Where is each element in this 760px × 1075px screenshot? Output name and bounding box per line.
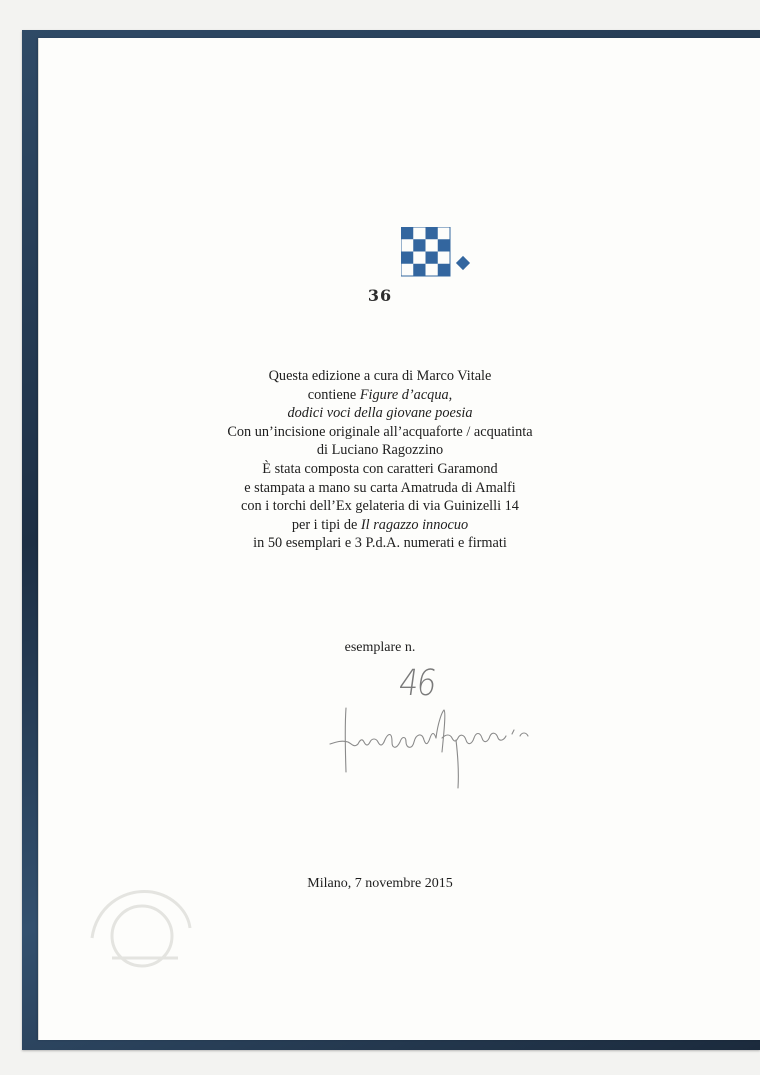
colophon-line-5: di Luciano Ragozzino <box>316 442 444 459</box>
series-number: 36 <box>367 286 393 305</box>
logo-square <box>413 239 425 251</box>
colophon-line-6: È stata composta con caratteri Garamond <box>262 460 498 477</box>
colophon-line-1: Questa edizione a cura di Marco Vitale <box>268 368 492 384</box>
colophon-line-9 <box>0 516 760 535</box>
publisher-logo-icon <box>401 227 475 277</box>
logo-square <box>426 252 438 264</box>
logo-square <box>401 227 413 239</box>
logo-square <box>438 264 450 276</box>
colophon <box>0 367 760 553</box>
embossed-stamp-icon <box>82 878 202 968</box>
colophon-line-2 <box>0 386 760 405</box>
logo-square <box>401 252 413 264</box>
place-date: Milano, 7 novembre 2015 <box>307 876 453 891</box>
colophon-line-8: con i torchi dell’Ex gelateria di via Guinizelli 14 <box>241 498 519 515</box>
colophon-line-9-prefix: per i tipi de <box>291 516 361 533</box>
signature-icon <box>326 702 541 792</box>
handwritten-copy-number: 46 <box>396 663 438 704</box>
colophon-line-10: in 50 esemplari e 3 P.d.A. numerati e firmati <box>253 535 507 552</box>
colophon-line-2-prefix: contiene <box>307 386 360 403</box>
logo-square <box>438 239 450 251</box>
logo-square <box>413 264 425 276</box>
copy-number-label: esemplare n. <box>344 640 416 655</box>
colophon-line-3: dodici voci della giovane poesia <box>287 405 473 422</box>
colophon-line-4: Con un’incisione originale all’acquaforte / acquatinta <box>227 423 533 440</box>
book-title: Figure d’acqua, <box>359 386 453 403</box>
colophon-line-7: e stampata a mano su carta Amatruda di Amalfi <box>244 479 516 496</box>
publisher-name: Il ragazzo innocuo <box>360 516 469 533</box>
logo-square <box>426 227 438 239</box>
